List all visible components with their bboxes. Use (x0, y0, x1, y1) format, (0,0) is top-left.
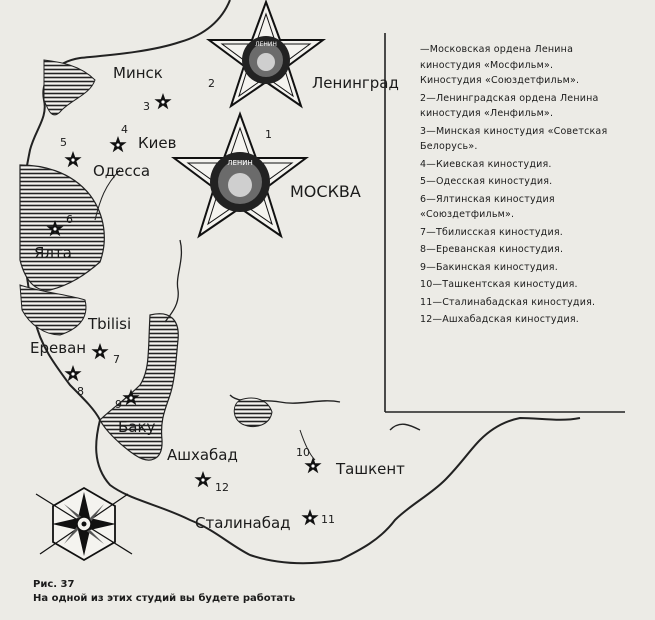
black-sea (20, 165, 104, 290)
caspian-sea (100, 314, 178, 460)
city-stalinabad: Сталинабад (195, 514, 291, 532)
figure-caption (33, 578, 295, 606)
legend-item-9: 9—Бакинская киностудия. (420, 261, 558, 273)
num-11: 11 (321, 513, 335, 526)
compass-rose-icon (36, 488, 132, 560)
num-7: 7 (113, 353, 120, 366)
star-11-icon (301, 509, 318, 525)
city-kiev: Киев (138, 134, 177, 152)
legend-item-8: 8—Ереванская киностудия. (420, 244, 564, 255)
num-6: 6 (66, 213, 73, 226)
num-12: 12 (215, 481, 229, 494)
city-ashkhabad: Ашхабад (167, 446, 238, 464)
legend-item-5: 5—Одесская киностудия. (420, 176, 553, 187)
legend-item-12: 12—Ашхабадская киностудия. (420, 314, 579, 325)
star-12-icon (194, 471, 211, 487)
moscow-order-medal (174, 114, 306, 236)
medal-text: ЛЕНИН (227, 159, 253, 167)
city-yalta: Ялта (34, 244, 72, 262)
volga-river (165, 240, 181, 322)
legend-item-6: 6—Ялтинская киностудия «Союздетфильм». (420, 193, 555, 220)
figure-caption-text: На одной из этих студий вы будете работать (33, 593, 296, 604)
star-3-icon (154, 93, 171, 109)
star-10-icon (304, 457, 321, 473)
star-8-icon (64, 365, 81, 381)
num-9: 9 (115, 398, 122, 411)
city-leningrad: Ленинград (312, 74, 399, 92)
city-baku: Баку (118, 418, 156, 436)
legend-item-3: 3—Минская киностудия «Советская Белорусь». (420, 125, 608, 152)
num-3: 3 (143, 100, 150, 113)
medal-text: ЛЕНИН (255, 41, 277, 48)
legend-item-10: 10—Ташкентская киностудия. (420, 279, 578, 290)
num-10: 10 (296, 446, 310, 459)
city-erevan: Ереван (30, 339, 87, 357)
legend-item-1: —Московская ордена Ленина киностудия «Мосфильм». Киностудия «Союздетфильм». (420, 44, 580, 86)
city-tbilisi: Tbilisi (88, 315, 132, 333)
city-odessa: Одесса (93, 162, 151, 180)
aral-sea (234, 398, 272, 426)
city-minsk: Минск (113, 64, 163, 82)
legend-item-7: 7—Тбилисская киностудия. (420, 226, 563, 238)
legend-item-11: 11—Сталинабадская киностудия. (420, 296, 596, 308)
city-tashkent: Ташкент (336, 460, 405, 478)
legend-item-4: 4—Киевская киностудия. (420, 158, 552, 170)
num-2: 2 (208, 77, 215, 90)
num-8: 8 (77, 385, 84, 398)
figure-number: Рис. 37 (33, 579, 75, 590)
city-moskva: МОСКВА (290, 182, 361, 201)
legend-item-2: 2—Ленинградская ордена Ленина киностудия «Ленфильм». (420, 92, 599, 119)
leningrad-order-medal (209, 2, 323, 106)
num-4: 4 (121, 123, 128, 136)
num-5: 5 (60, 136, 67, 149)
star-5-icon (64, 151, 81, 167)
num-1: 1 (265, 128, 272, 141)
star-7-icon (91, 343, 108, 359)
map-legend (420, 42, 618, 330)
star-4-icon (109, 136, 126, 152)
